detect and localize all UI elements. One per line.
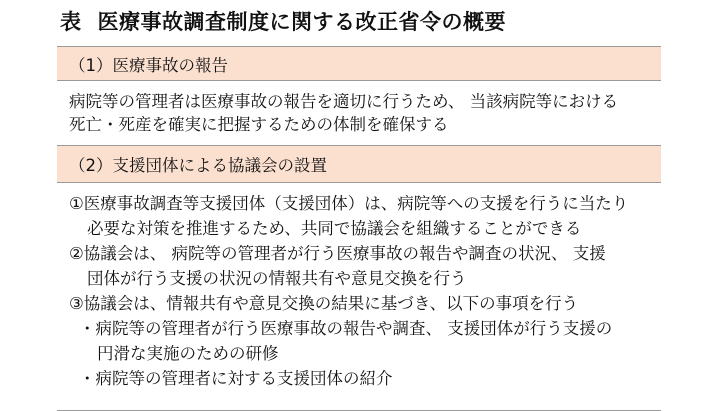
section-1-line: 病院等の管理者は医療事故の報告を適切に行うため、 当該病院等における (69, 92, 619, 111)
table-title (60, 6, 506, 36)
title-label: 表 (60, 10, 82, 34)
section-2-item-1: ①医療事故調査等支援団体（支援団体）は、病院等への支援を行うに当たり (69, 194, 629, 213)
section-2-heading (57, 146, 661, 183)
section-2-bullet-2: ・病院等の管理者に対する支援団体の紹介 (79, 369, 393, 388)
section-1-heading (57, 47, 661, 81)
section-2-item-2: ②協議会は、 病院等の管理者が行う医療事故の報告や調査の状況、 支援 (69, 244, 606, 263)
section-2-item-1-cont: 必要な対策を推進するため、共同で協議会を組織することができる (87, 219, 582, 238)
section-2-bullet-1-cont: 円滑な実施のための研修 (97, 344, 279, 363)
section-1-line: 死亡・死産を確実に把握するための体制を確保する (69, 115, 449, 134)
section-2-body (57, 183, 661, 411)
section-2-item-3: ③協議会は、情報共有や意見交換の結果に基づき、以下の事項を行う (69, 294, 579, 313)
section-2-heading-text: （2）支援団体による協議会の設置 (69, 156, 327, 175)
section-1-heading-text: （1）医療事故の報告 (69, 55, 228, 75)
title-text: 医療事故調査制度に関する改正省令の概要 (97, 10, 506, 34)
section-1-body (57, 81, 661, 146)
summary-table (57, 46, 661, 411)
section-2-bullet-1: ・病院等の管理者が行う医療事故の報告や調査、 支援団体が行う支援の (79, 319, 613, 338)
section-2-item-2-cont: 団体が行う支援の状況の情報共有や意見交換を行う (87, 269, 467, 288)
